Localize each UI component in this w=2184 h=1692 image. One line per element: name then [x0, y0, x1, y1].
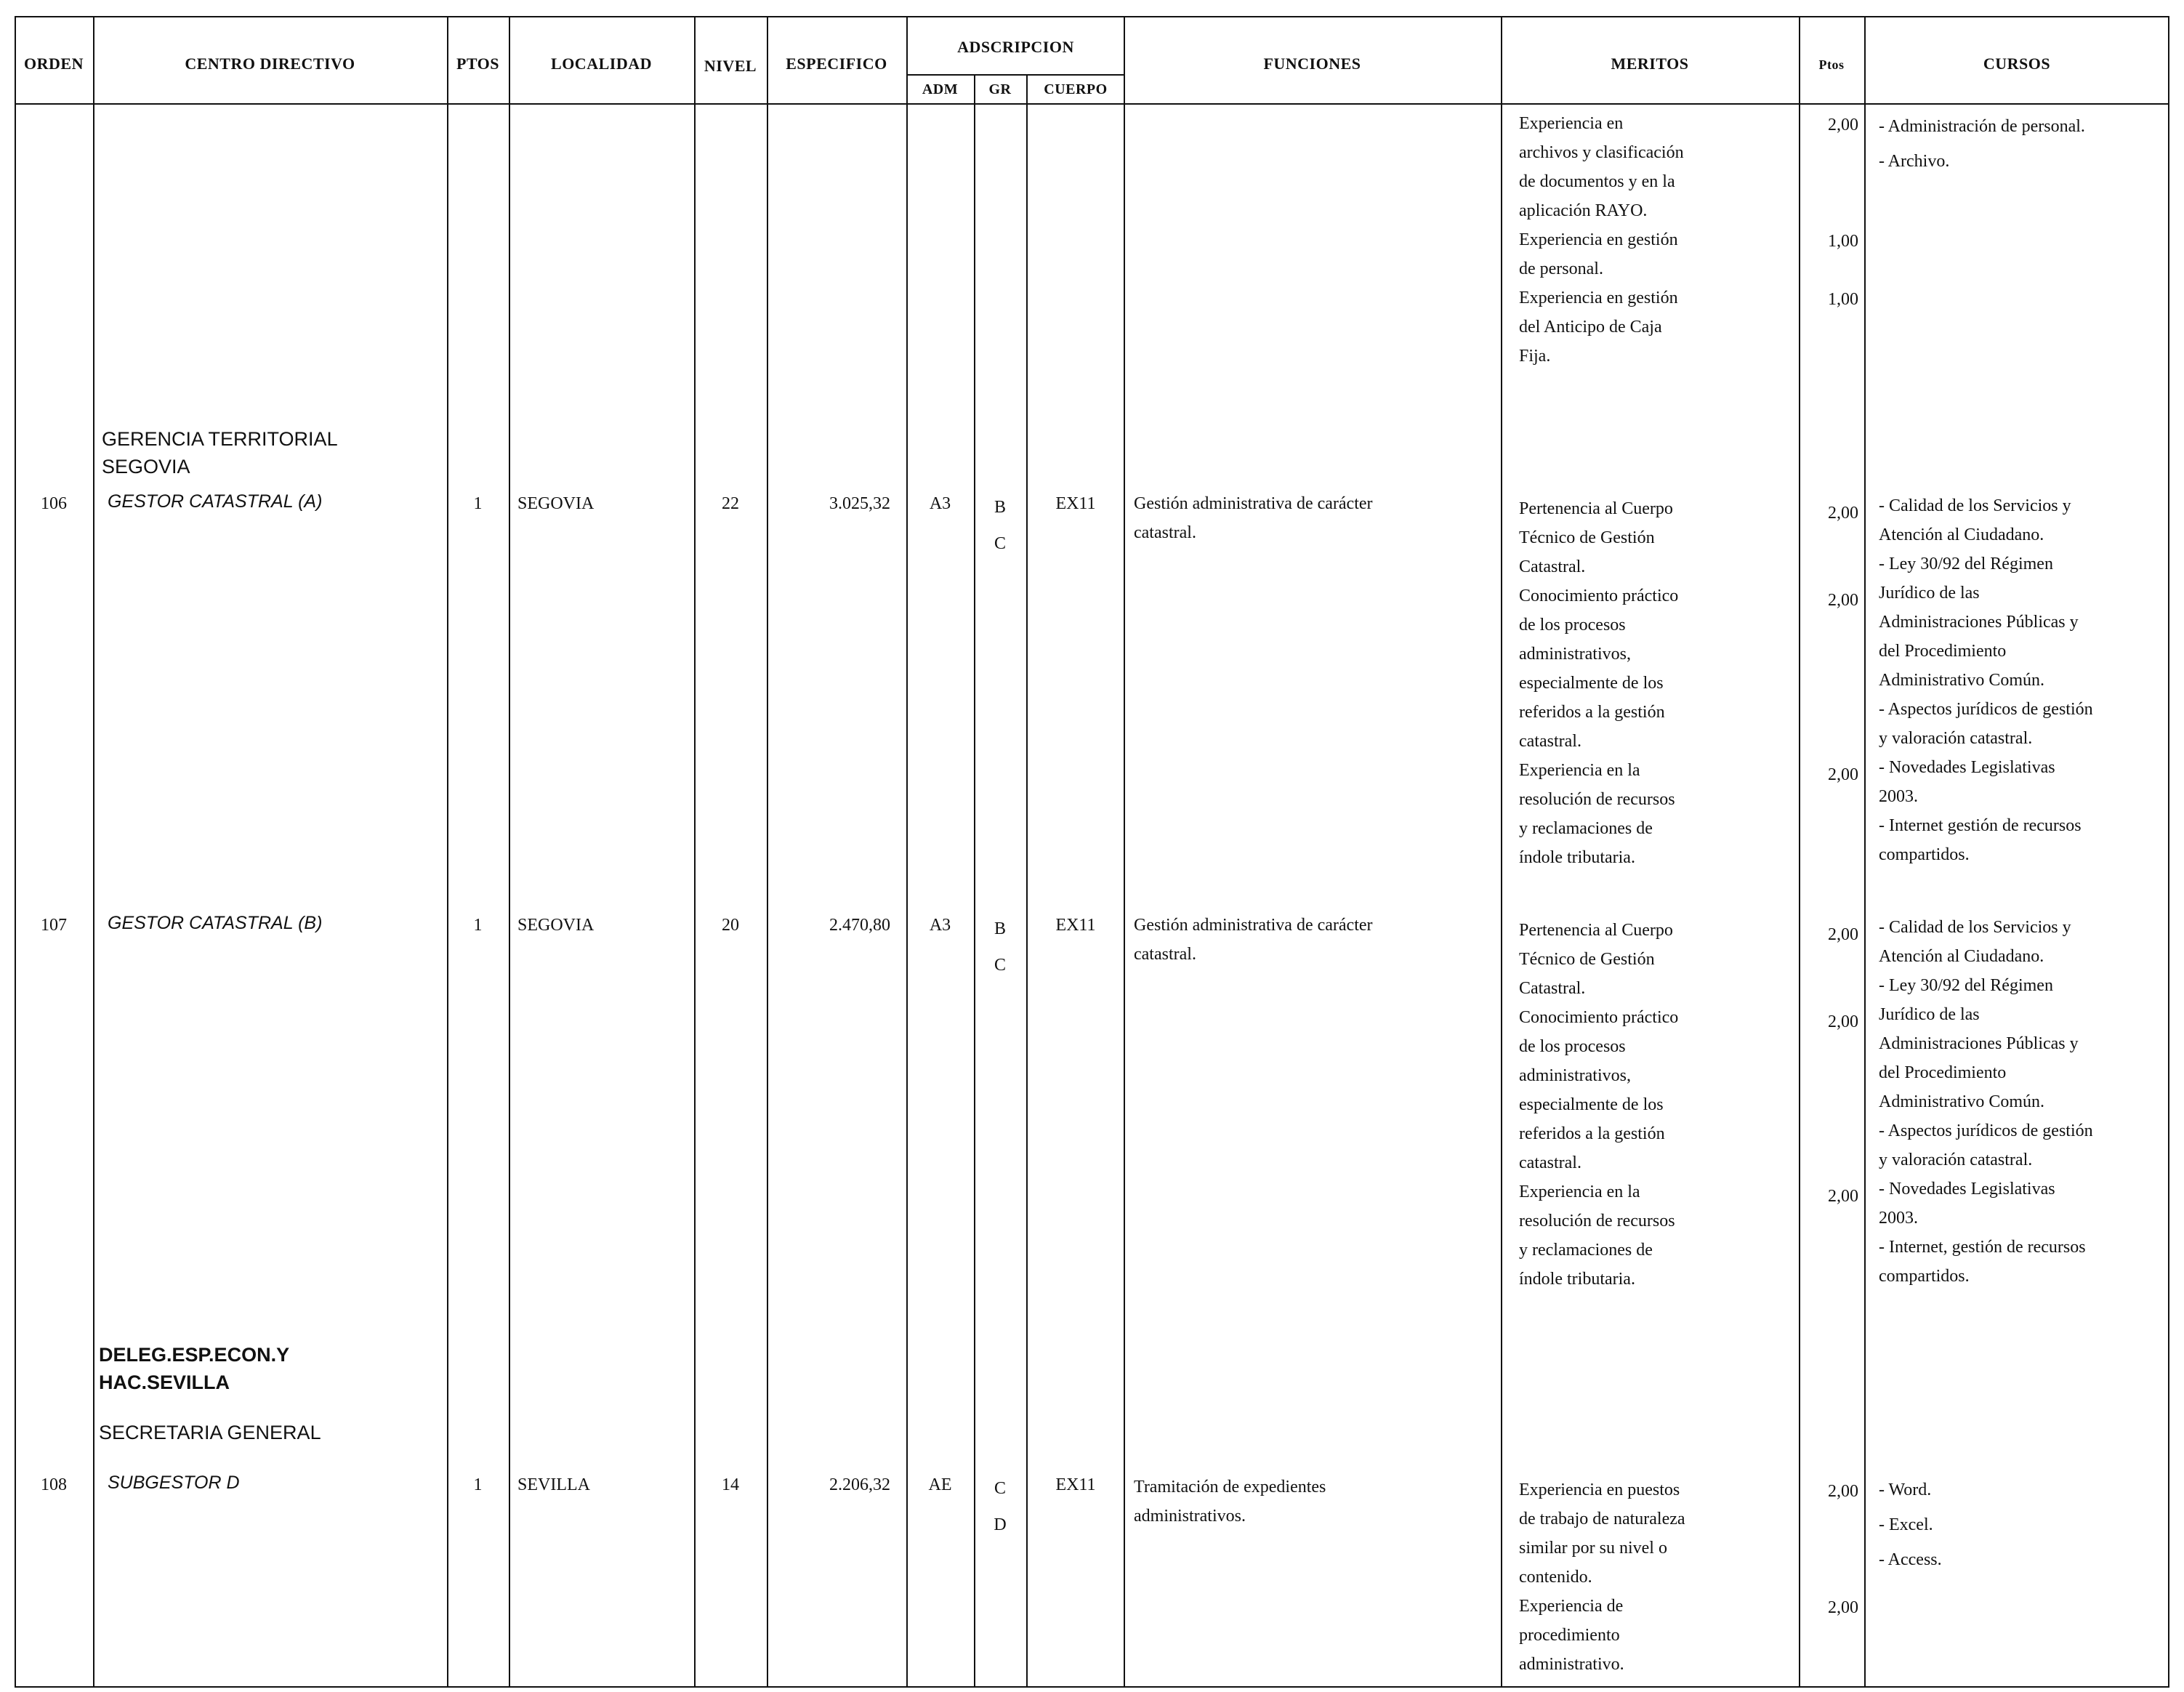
puntos-value: 2,00 — [1828, 1598, 1858, 1617]
cursos-block: - Administración de personal. - Archivo. — [1879, 117, 2085, 171]
header-adm: ADM — [922, 81, 959, 97]
especifico-value: 3.025,32 — [829, 494, 890, 513]
col-rule — [1124, 16, 1125, 1688]
header-especifico: ESPECIFICO — [786, 55, 887, 73]
puntos-value: 2,00 — [1828, 116, 1858, 134]
cursos-block: - Calidad de los Servicios y Atención al Ciudadano. - Ley 30/92 del Régimen Jurídico de las Administraciones Públicas y del Procedimiento Administrativo Común. - Aspectos jurídicos de gestión y valoración catastral. - Novedades Legislativas 2003. - Internet, gestión de recursos compartidos. — [1879, 918, 2093, 1286]
header-gr: GR — [988, 81, 1012, 97]
header-localidad: LOCALIDAD — [551, 55, 652, 73]
header-funciones: FUNCIONES — [1263, 55, 1361, 73]
puntos-value: 2,00 — [1828, 1482, 1858, 1501]
col-rule — [1501, 16, 1502, 1688]
col-rule — [93, 16, 94, 1688]
table-frame — [15, 16, 2169, 1688]
puntos-value: 1,00 — [1828, 232, 1858, 251]
puesto-name: GESTOR CATASTRAL (A) — [108, 491, 323, 512]
cuerpo-value: EX11 — [1055, 916, 1096, 935]
adm-value: AE — [928, 1475, 952, 1494]
unit-subheading: SECRETARIA GENERAL — [99, 1422, 321, 1443]
localidad-value: SEGOVIA — [517, 494, 595, 513]
meritos-block: Experiencia en archivos y clasificación de documentos y en la aplicación RAYO. Experiencia en gestión de personal. Experiencia en gestión del Anticipo de Caja Fija. — [1519, 114, 1684, 366]
gr-values: C D — [994, 1479, 1007, 1534]
unit-heading: GERENCIA TERRITORIAL SEGOVIA — [102, 428, 338, 478]
col-rule — [906, 16, 908, 1688]
header-ptos-small: Ptos — [1818, 57, 1845, 72]
puntos-value: 1,00 — [1828, 290, 1858, 309]
header-meritos: MERITOS — [1611, 55, 1689, 73]
gr-values: B C — [994, 498, 1006, 553]
meritos-block: Pertenencia al Cuerpo Técnico de Gestión Catastral. Conocimiento práctico de los procesos administrativos, especialmente de los referidos a la gestión catastral. Experiencia en la resolución de recursos y reclamaciones de índole tributaria. — [1519, 921, 1679, 1289]
unit-heading: DELEG.ESP.ECON.Y HAC.SEVILLA — [99, 1344, 290, 1393]
col-rule — [509, 16, 510, 1688]
cursos-block: - Calidad de los Servicios y Atención al Ciudadano. - Ley 30/92 del Régimen Jurídico de las Administraciones Públicas y del Procedimiento Administrativo Común. - Aspectos jurídicos de gestión y valoración catastral. - Novedades Legislativas 2003. - Internet gestión de recursos compartidos. — [1879, 496, 2093, 864]
ptos-value: 1 — [473, 916, 483, 935]
puntos-value: 2,00 — [1828, 591, 1858, 610]
orden-value: 108 — [41, 1475, 67, 1494]
puntos-value: 2,00 — [1828, 925, 1858, 944]
cuerpo-value: EX11 — [1055, 494, 1096, 513]
header-ptos: PTOS — [456, 55, 500, 73]
cursos-block: - Word. - Excel. - Access. — [1879, 1480, 1942, 1569]
header-cursos: CURSOS — [1983, 55, 2051, 73]
col-rule — [767, 16, 768, 1688]
col-rule — [447, 16, 448, 1688]
col-rule — [694, 16, 696, 1688]
header-orden: ORDEN — [24, 55, 84, 73]
ptos-value: 1 — [473, 1475, 483, 1494]
ptos-value: 1 — [473, 494, 483, 513]
header-adscripcion: ADSCRIPCION — [957, 38, 1074, 56]
meritos-block: Pertenencia al Cuerpo Técnico de Gestión Catastral. Conocimiento práctico de los procesos administrativos, especialmente de los referidos a la gestión catastral. Experiencia en la resolución de recursos y reclamaciones de índole tributaria. — [1519, 499, 1679, 867]
funciones-text: Gestión administrativa de carácter catastral. — [1134, 494, 1373, 542]
puntos-value: 2,00 — [1828, 765, 1858, 784]
adm-value: A3 — [929, 494, 951, 513]
adm-value: A3 — [929, 916, 951, 935]
especifico-value: 2.470,80 — [829, 916, 890, 935]
especifico-value: 2.206,32 — [829, 1475, 890, 1494]
puntos-value: 2,00 — [1828, 504, 1858, 523]
meritos-block: Experiencia en puestos de trabajo de naturaleza similar por su nivel o contenido. Experiencia de procedimiento administrativo. — [1519, 1480, 1685, 1674]
gr-values: B C — [994, 919, 1006, 975]
header-bottom-rule — [15, 103, 2169, 105]
col-rule — [1864, 16, 1866, 1688]
nivel-value: 22 — [722, 494, 739, 513]
localidad-value: SEGOVIA — [517, 916, 595, 935]
header-cuerpo: CUERPO — [1044, 81, 1108, 97]
nivel-value: 14 — [722, 1475, 739, 1494]
header-centro-directivo: CENTRO DIRECTIVO — [185, 55, 355, 73]
puntos-value: 2,00 — [1828, 1187, 1858, 1206]
col-rule — [1799, 16, 1800, 1688]
funciones-text: Gestión administrativa de carácter catastral. — [1134, 916, 1373, 964]
header-nivel: NIVEL — [704, 57, 757, 75]
puesto-name: SUBGESTOR D — [108, 1473, 240, 1493]
orden-value: 107 — [41, 916, 67, 935]
adscripcion-rule — [906, 74, 1125, 76]
col-rule — [974, 74, 975, 1688]
cuerpo-value: EX11 — [1055, 1475, 1096, 1494]
orden-value: 106 — [41, 494, 67, 513]
nivel-value: 20 — [722, 916, 739, 935]
puesto-name: GESTOR CATASTRAL (B) — [108, 913, 323, 933]
localidad-value: SEVILLA — [517, 1475, 590, 1494]
puntos-value: 2,00 — [1828, 1012, 1858, 1031]
col-rule — [1026, 74, 1028, 1688]
funciones-text: Tramitación de expedientes administrativos. — [1134, 1478, 1326, 1526]
